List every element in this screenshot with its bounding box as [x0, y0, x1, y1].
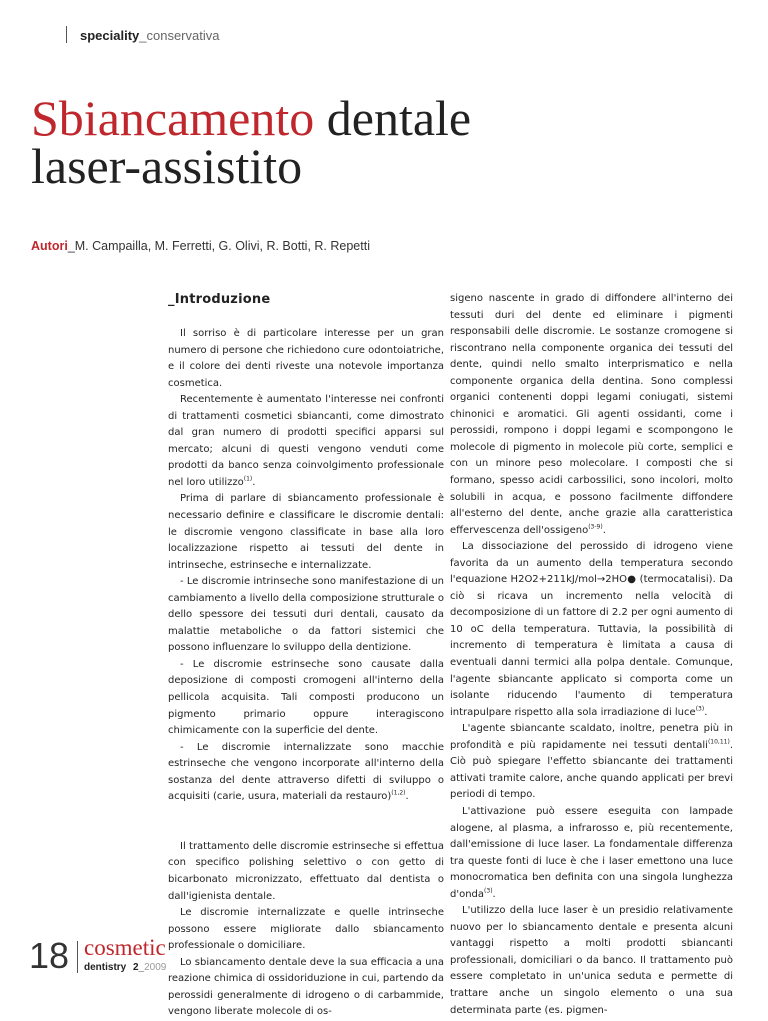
paragraph: Lo sbiancamento dentale deve la sua efficacia a una reazione chimica di ossidoriduzione in cui, partendo da perossidi generalmente di idrogeno o di carbammide, vengono liberate molecole di os- — [168, 956, 444, 1018]
paragraph: - Le discromie internalizzate sono macchie estrinseche che vengono incorporate all'interno della sostanza del dente attraverso difetti di sviluppo o acquisiti (carie, usura, materiali da restauro)$^{(1,2)}$. — [168, 741, 444, 803]
paragraph: La dissociazione del perossido di idrogeno viene favorita da un aumento della temperatura secondo l'equazione H2O2+211kJ/mol→2HO● (termocatalisi). Da ciò si ricava un incremento nella velocità di decomposizione di un fattore di 2.2 per ogni aumento di 10 oC della temperatura. Tuttavia, la possibilità di incremento di temperatura è limitata a causa di eventuali danni termici alla polpa dentale. Comunque, l'agente sbiancante applicato si comporta come un isolante riducendo l'aumento di temperatura intrapulpare rispetto alla sola irradiazione di luce$^{(3)}$. — [450, 541, 733, 718]
citation: (3-9) — [588, 523, 603, 531]
title-accent: Sbiancamento — [31, 90, 315, 146]
issue-label: 2_2009 — [133, 962, 167, 973]
footer-rule — [77, 941, 78, 973]
section-subname: _conservativa — [139, 28, 220, 43]
paragraph: - Le discromie intrinseche sono manifestazione di un cambiamento a livello della composizione strutturale o dello spessore dei tessuti duri dentali, causato da malattie metaboliche o da fattori sistemici che possono influenzare lo sviluppo della dentizione. — [168, 576, 444, 654]
right-column — [450, 291, 733, 1019]
title-rest: dentale — [314, 90, 472, 146]
page-number: 18 — [29, 935, 70, 976]
citation: (3) — [484, 887, 493, 895]
paragraph: Prima di parlare di sbiancamento professionale è necessario definire e classificare le discromie dentali: le discromie vengono classificate in base alla loro localizzazione rispetto ai tessuti del dente in intrinseche, estrinseche e internalizzate. — [168, 493, 444, 571]
title-line2: laser-assistito — [31, 138, 303, 194]
paragraph: L'utilizzo della luce laser è un presidio relativamente nuovo per lo sbiancamento dentale e presenta alcuni vantaggi rispetto a molti prodotti sbiancanti professionali, domiciliari o da banco. Il trattamento può essere completato in un'unica seduta e permette di trattare anche un singolo elemento o una sua determinata parte (es. pigmen- — [450, 905, 733, 1016]
paragraph: L'agente sbiancante scaldato, inoltre, penetra più in profondità e più rapidamente nei tessuti dentali$^{(10,11)}$. Ciò può spiegare l'effetto sbiancante dei trattamenti attivati tramite calore, anche quando applicati per brevi periodi di tempo. — [450, 723, 733, 801]
issue-year: 2009 — [144, 962, 167, 973]
paragraph: - Le discromie estrinseche sono causate dalla deposizione di composti cromogeni all'interno della pellicola acquisita. Tali composti producono un pigmento primario oppure interagiscono chimicamente con la superficie del dente. — [168, 658, 444, 737]
section-name: speciality — [80, 28, 140, 43]
section-header — [80, 28, 219, 43]
author-line — [31, 239, 370, 253]
authors-label: Autori — [31, 239, 68, 253]
article-title — [31, 90, 472, 194]
magazine-logo: cosmetic — [84, 935, 166, 960]
section-heading: _Introduzione — [168, 292, 271, 307]
paragraph: L'attivazione può essere eseguita con lampade alogene, al plasma, a infrarosso e, più recentemente, dall'emissione di luce laser. La fondamentale differenza tra queste fonti di luce è che i laser emettono una luce monocromatica ben definita con una singola lunghezza d'onda$^{(3)}$. — [450, 805, 733, 900]
paragraph: Il trattamento delle discromie estrinseche si effettua con specifico polishing selettivo o con getto di bicarbonato micronizzato, effettuato dal dentista o dall'igienista dentale. — [168, 840, 444, 902]
header-rule — [66, 26, 67, 43]
citation: (1) — [243, 475, 253, 483]
paragraph: Le discromie internalizzate e quelle intrinseche possono essere migliorate dallo sbiancamento professionale o domiciliare. — [168, 907, 444, 952]
citation: (3) — [695, 705, 705, 713]
paragraph: Recentemente è aumentato l'interesse nei confronti di trattamenti cosmetici sbiancanti, come dimostrato dal gran numero di prodotti specifici apparsi sul mercato; alcuni di questi vengono venduti come prodotti da banco senza coinvolgimento professionale nel loro utilizzo$^{(1)}$. — [168, 394, 444, 488]
paragraph: Il sorriso è di particolare interesse per un gran numero di persone che richiedono cure odontoiatriche, e il colore dei denti riveste una notevole importanza cosmetica. — [168, 328, 444, 389]
left-column — [168, 291, 444, 1021]
authors-names: _M. Campailla, M. Ferretti, G. Olivi, R. Botti, R. Repetti — [67, 239, 370, 253]
paragraph: sigeno nascente in grado di diffondere all'interno dei tessuti duri del dente ed eliminare i pigmenti responsabili delle discromie. Le sostanze cromogene si riscontrano nella componente organica dei tessuti del dente, quindi nello smalto interprismatico e nella componente organica della dentina. Sono complessi organici contenenti doppi legami coniugati, sistemi chinonici e aromatici. Gli agenti ossidanti, come i perossidi, rompono i doppi legami e scompongono le molecole di pigmento in molecole più corte, semplici e con un minore peso molecolare. I composti che si formano, spesso acidi carbossilici, sono incolori, molto solubili in acqua, e possono facilmente diffondere all'esterno del dente, anche grazie alla caratteristica effervescenza dell'ossigeno$^{(3-9)}$. — [450, 293, 733, 536]
magazine-subtitle: dentistry — [84, 962, 127, 973]
citation: (10,11) — [707, 738, 730, 746]
citation: (1,2) — [391, 789, 406, 797]
